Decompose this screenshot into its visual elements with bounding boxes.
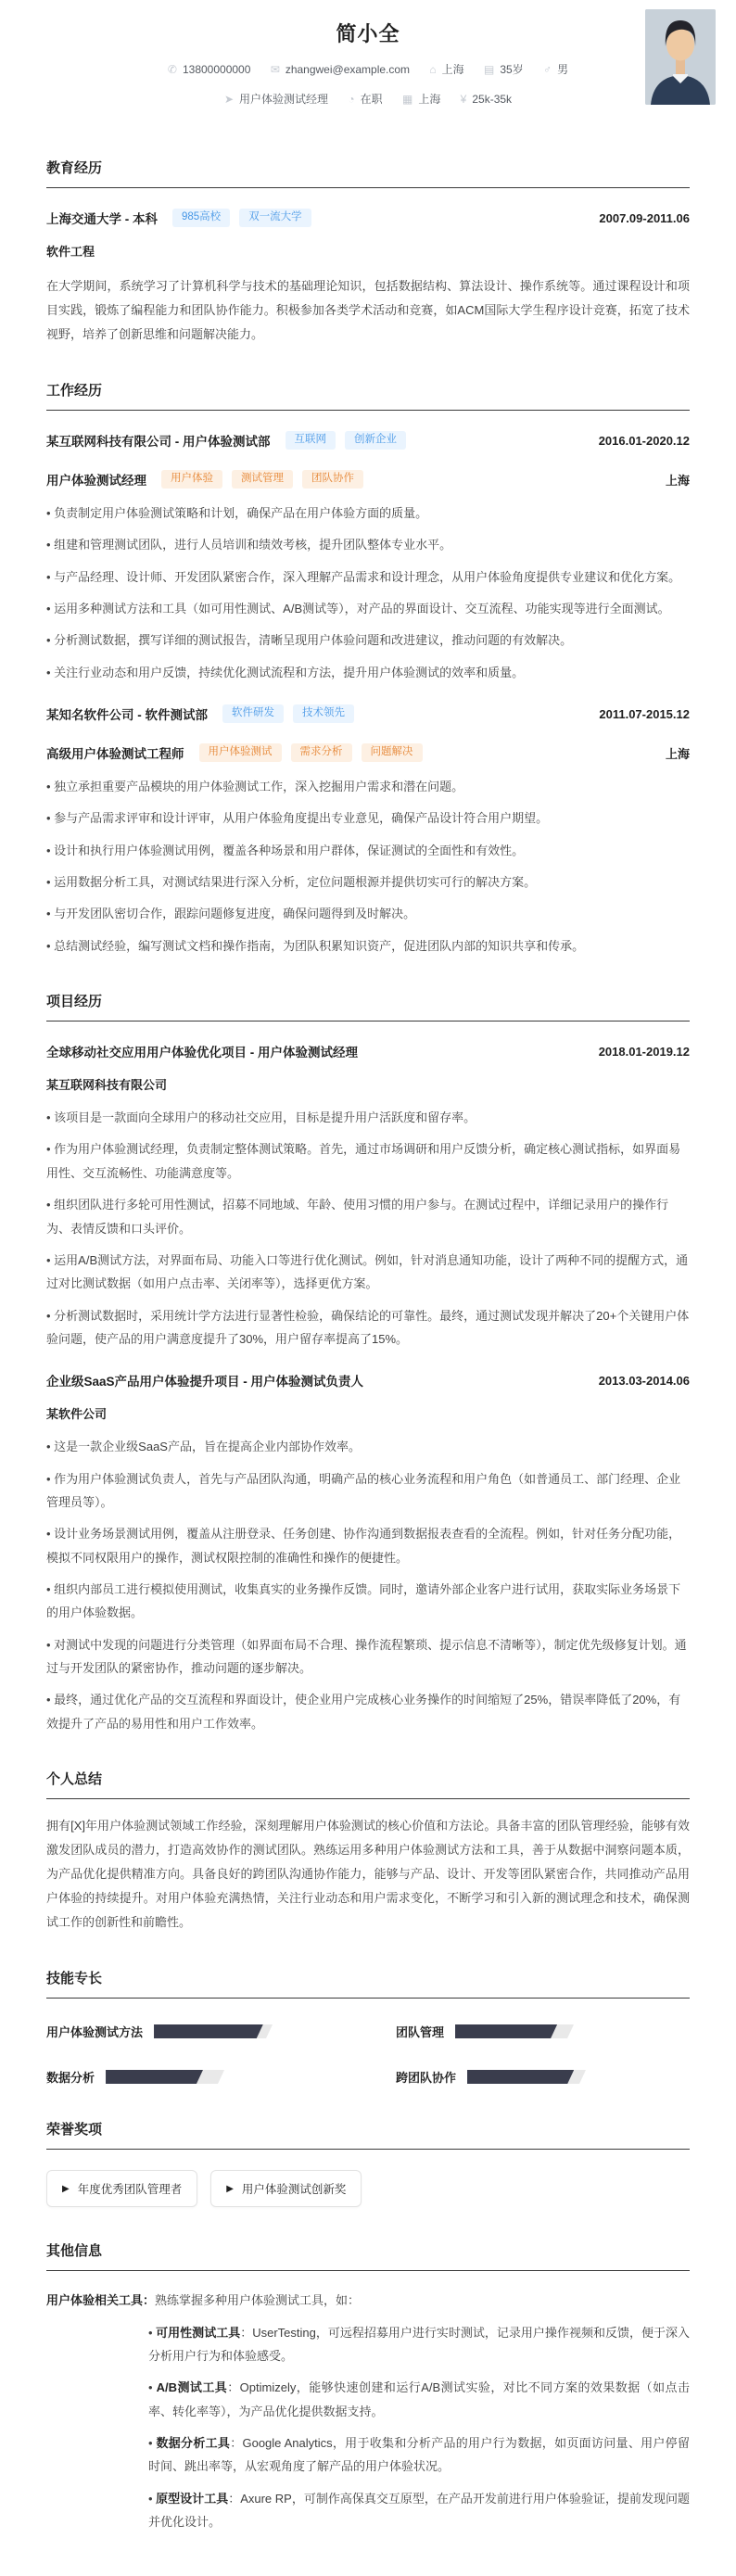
skill-item [396,2023,690,2040]
section-title-awards: 荣誉奖项 [46,2119,690,2150]
company-tag: 互联网 [286,431,336,450]
other-label: 用户体验相关工具： [46,2293,156,2307]
skill-bar-fill [455,2024,557,2038]
work-entry [46,704,690,958]
project-entry-head [46,1371,690,1390]
role-tag: 问题解决 [362,743,423,762]
work-date: 2016.01-2020.12 [598,433,690,448]
project-bullet-list [46,1435,690,1735]
tool-name: 可用性测试工具 [156,2325,241,2340]
role-title: 用户体验测试经理 [46,474,146,488]
section-title-summary: 个人总结 [46,1769,690,1799]
page-title: 简小全 [336,22,400,45]
bullet-item: • 运用多种测试方法和工具（如可用性测试、A/B测试等），对产品的界面设计、交互流程、功能实现等进行全面测试。 [46,597,690,620]
education-entry-head [46,209,690,227]
skill-bar-fill [467,2070,574,2084]
role-tag: 需求分析 [291,743,352,762]
paper-plane-icon: ➤ [223,92,234,106]
contact-phone [168,63,250,76]
company-tag: 创新企业 [345,431,406,450]
contact-email [271,63,410,76]
section-title-other: 其他信息 [46,2240,690,2271]
other-intro-line [46,2290,690,2313]
contact-gender [543,61,568,77]
target-job-value: 用户体验测试经理 [239,93,329,106]
tool-name: A/B测试工具 [156,2380,228,2395]
skill-bar-fill [154,2024,263,2038]
target-job [224,91,328,107]
skill-grid [46,2023,690,2086]
project-entry [46,1042,690,1351]
skill-bar-fill [106,2070,203,2084]
bullet-item: • 该项目是一款面向全球用户的移动社交应用，目标是提升用户活跃度和留存率。 [46,1106,690,1129]
phone-value: 13800000000 [182,62,251,76]
salary-icon: ¥ [460,92,467,106]
section-projects [46,991,690,1735]
role-tag: 测试管理 [232,470,293,489]
skill-item [396,2068,690,2086]
project-title: 全球移动社交应用用户体验优化项目 - 用户体验测试经理 [46,1046,358,1060]
contact-city [429,61,463,77]
salary-value: 25k-35k [472,92,513,106]
tool-desc: ：UserTesting，可远程招募用户进行实时测试，记录用户操作视频和反馈，便于深入分析用户行为和体验感受。 [148,2325,690,2364]
education-tag: 985高校 [172,209,230,227]
section-skills [46,1968,690,2086]
education-date: 2007.09-2011.06 [599,210,690,225]
education-major: 软件工程 [46,245,95,259]
bullet-item: • 设计和执行用户体验测试用例，覆盖各种场景和用户群体，保证测试的全面性和有效性。 [46,839,690,862]
bullet-item: • 最终，通过优化产品的交互流程和界面设计，使企业用户完成核心业务操作的时间缩短了25%，错误率降低了20%，有效提升了产品的易用性和用户工作效率。 [46,1688,690,1735]
age-icon: ▤ [484,62,495,76]
company-name: 某互联网科技有限公司 - 用户体验测试部 [46,435,271,449]
award-row [46,2170,690,2207]
skill-label: 跨团队协作 [396,2071,457,2085]
work-role-head [46,470,690,489]
phone-icon: ✆ [167,62,177,76]
project-title: 企业级SaaS产品用户体验提升项目 - 用户体验测试负责人 [46,1375,364,1390]
tool-item [148,2376,690,2423]
project-company: 某互联网科技有限公司 [46,1078,168,1093]
target-city-value: 上海 [418,93,441,106]
bullet-item: • 组建和管理测试团队，进行人员培训和绩效考核，提升团队整体专业水平。 [46,533,690,556]
skill-item [46,2023,340,2040]
bullet-item: • 分析测试数据时，采用统计学方法进行显著性检验，确保结论的可靠性。最终，通过测试发现并解决了20+个关键用户体验问题，使产品的用户满意度提升了30%，用户留存率提高了15%。 [46,1304,690,1351]
home-icon: ⌂ [429,62,437,76]
tool-list [148,2321,690,2534]
work-role-head [46,743,690,762]
skill-bar [455,2024,574,2038]
contact-age [484,61,524,77]
work-location: 上海 [665,473,690,488]
bullet-item: • 与产品经理、设计师、开发团队紧密合作，深入理解产品需求和设计理念，从用户体验角度提供专业建议和优化方案。 [46,565,690,589]
project-entry [46,1371,690,1735]
contact-row-2 [46,91,690,107]
bullet-item: • 与开发团队密切合作，跟踪问题修复进度，确保问题得到及时解决。 [46,902,690,925]
tool-name: 原型设计工具 [156,2491,229,2506]
bullet-item: • 这是一款企业级SaaS产品，旨在提高企业内部协作效率。 [46,1435,690,1458]
role-title: 高级用户体验测试工程师 [46,747,184,762]
bullet-item: • 设计业务场景测试用例，覆盖从注册登录、任务创建、协作沟通到数据报表查看的全流程。例如，针对任务分配功能，模拟不同权限用户的操作，测试权限控制的准确性和操作的便捷性。 [46,1522,690,1569]
skill-bar [467,2070,586,2084]
project-company: 某软件公司 [46,1407,108,1422]
section-work [46,380,690,958]
job-status [348,91,382,107]
skill-bar [106,2070,224,2084]
work-entry-head [46,431,690,450]
bullet-item: • 关注行业动态和用户反馈，持续优化测试流程和方法，提升用户体验测试的效率和质量。 [46,661,690,684]
bullet-item: • 作为用户体验测试负责人，首先与产品团队沟通，明确产品的核心业务流程和用户角色（如普通员工、部门经理、企业管理员等）。 [46,1467,690,1515]
tool-item [148,2487,690,2534]
work-entry-head [46,704,690,723]
age-value: 35岁 [500,63,524,76]
section-title-projects: 项目经历 [46,991,690,1022]
skill-label: 团队管理 [396,2025,445,2039]
bullet-item: • 对测试中发现的问题进行分类管理（如界面布局不合理、操作流程繁琐、提示信息不清晰等），制定优先级修复计划。通过与开发团队的紧密协作，推动问题的逐步解决。 [46,1633,690,1681]
gender-value: 男 [557,63,569,76]
education-tag: 双一流大学 [239,209,311,227]
bullet-item: • 作为用户体验测试经理，负责制定整体测试策略。首先，通过市场调研和用户反馈分析，确定核心测试指标，如界面易用性、交互流畅性、功能满意度等。 [46,1137,690,1185]
work-bullet-list [46,775,690,958]
award-chip[interactable] [46,2170,197,2207]
project-date: 2013.03-2014.06 [598,1373,690,1388]
work-location: 上海 [665,746,690,761]
contact-row-1 [46,61,690,77]
award-chip[interactable] [210,2170,362,2207]
profile-photo [645,9,716,105]
bullet-item: • 组织内部员工进行模拟使用测试，收集真实的业务操作反馈。同时，邀请外部企业客户进行试用，获取实际业务场景下的用户体验数据。 [46,1578,690,1625]
tool-name: 数据分析工具 [156,2436,231,2451]
tool-desc: ：Optimizely，能够快速创建和运行A/B测试实验，对比不同方案的效果数据（如点击率、转化率等），为产品优化提供数据支持。 [148,2380,690,2418]
expected-salary [461,93,512,106]
bullet-item: • 运用数据分析工具，对测试结果进行深入分析，定位问题根源并提供切实可行的解决方案。 [46,870,690,894]
section-awards [46,2119,690,2207]
work-bullet-list [46,501,690,684]
target-city [402,91,440,107]
company-tag: 技术领先 [293,704,354,723]
section-other [46,2240,690,2533]
work-entry [46,431,690,684]
school-name: 上海交通大学 - 本科 [46,212,158,226]
email-value: zhangwei@example.com [285,62,411,76]
other-intro: 熟练掌握多种用户体验测试工具，如： [155,2293,361,2307]
gender-icon: ♂ [543,62,552,76]
tool-desc: ：Axure RP，可制作高保真交互原型，在产品开发前进行用户体验验证，提前发现问题并优化设计。 [148,2491,690,2530]
bullet-item: • 独立承担重要产品模块的用户体验测试工作，深入挖掘用户需求和潜在问题。 [46,775,690,798]
project-bullet-list [46,1106,690,1351]
project-entry-head [46,1042,690,1060]
bullet-item: • 分析测试数据，撰写详细的测试报告，清晰呈现用户体验问题和改进建议，推动问题的有效解决。 [46,628,690,652]
award-label: 年度优秀团队管理者 [77,2183,183,2196]
bullet-item: • 运用A/B测试方法，对界面布局、功能入口等进行优化测试。例如，针对消息通知功能，设计了两种不同的提醒方式，通过对比测试数据（如用户点击率、关闭率等），选择更优方案。 [46,1249,690,1296]
work-date: 2011.07-2015.12 [599,706,690,721]
company-name: 某知名软件公司 - 软件测试部 [46,708,208,723]
bullet-item: • 负责制定用户体验测试策略和计划，确保产品在用户体验方面的质量。 [46,501,690,525]
skill-item [46,2068,340,2086]
status-icon: ◔ [348,92,355,106]
bullet-item: • 组织团队进行多轮可用性测试，招募不同地域、年龄、使用习惯的用户参与。在测试过程中，详细记录用户的操作行为、表情反馈和口头评价。 [46,1193,690,1240]
role-tag: 用户体验 [161,470,222,489]
role-tag: 团队协作 [302,470,363,489]
role-tag: 用户体验测试 [199,743,282,762]
skill-label: 用户体验测试方法 [46,2025,144,2039]
bullet-item: • 参与产品需求评审和设计评审，从用户体验角度提出专业意见，确保产品设计符合用户期望。 [46,806,690,830]
section-title-education: 教育经历 [46,158,690,188]
summary-text: 拥有[X]年用户体验测试领域工作经验，深刻理解用户体验测试的核心价值和方法论。具备丰富的团队管理经验，能够有效激发团队成员的潜力，打造高效协作的测试团队。熟练运用多种用户体验测试方法和工具，善于从数据中洞察问题本质，为产品优化提供精准方向。具备良好的跨团队沟通协作能力，能够与产品、设计、开发等团队紧密合作，共同推动产品用户体验的持续提升。对用户体验充满热情，关注行业动态和用户需求变化，不断学习和引入新的测试理念和技术，确保测试工作的创新性和前瞻性。 [46,1819,690,1929]
play-icon: ▶ [62,2183,70,2194]
city-value: 上海 [441,63,464,76]
project-date: 2018.01-2019.12 [598,1044,690,1059]
skill-bar [154,2024,273,2038]
resume-header [46,13,690,117]
education-description: 在大学期间，系统学习了计算机科学与技术的基础理论知识，包括数据结构、算法设计、操作系统等。通过课程设计和项目实践，锻炼了编程能力和团队协作能力。积极参加各类学术活动和竞赛，如ACM国际大学生程序设计竞赛，拓宽了技术视野，培养了创新思维和问题解决能力。 [46,279,690,341]
mail-icon: ✉ [270,62,280,76]
company-tag: 软件研发 [222,704,284,723]
section-education [46,158,690,347]
tool-item [148,2431,690,2479]
skill-label: 数据分析 [46,2071,95,2085]
building-icon: ▦ [401,92,413,106]
section-title-skills: 技能专长 [46,1968,690,1999]
section-title-work: 工作经历 [46,380,690,411]
tool-desc: ：Google Analytics，用于收集和分析产品的用户行为数据，如页面访问量、用户停留时间、跳出率等，从宏观角度了解产品的用户体验状况。 [148,2436,690,2474]
section-summary [46,1769,690,1935]
play-icon: ▶ [226,2183,234,2194]
award-label: 用户体验测试创新奖 [241,2183,347,2196]
tool-item [148,2321,690,2368]
bullet-item: • 总结测试经验，编写测试文档和操作指南，为团队积累知识资产，促进团队内部的知识共享和传承。 [46,934,690,958]
job-status-value: 在职 [360,93,383,106]
